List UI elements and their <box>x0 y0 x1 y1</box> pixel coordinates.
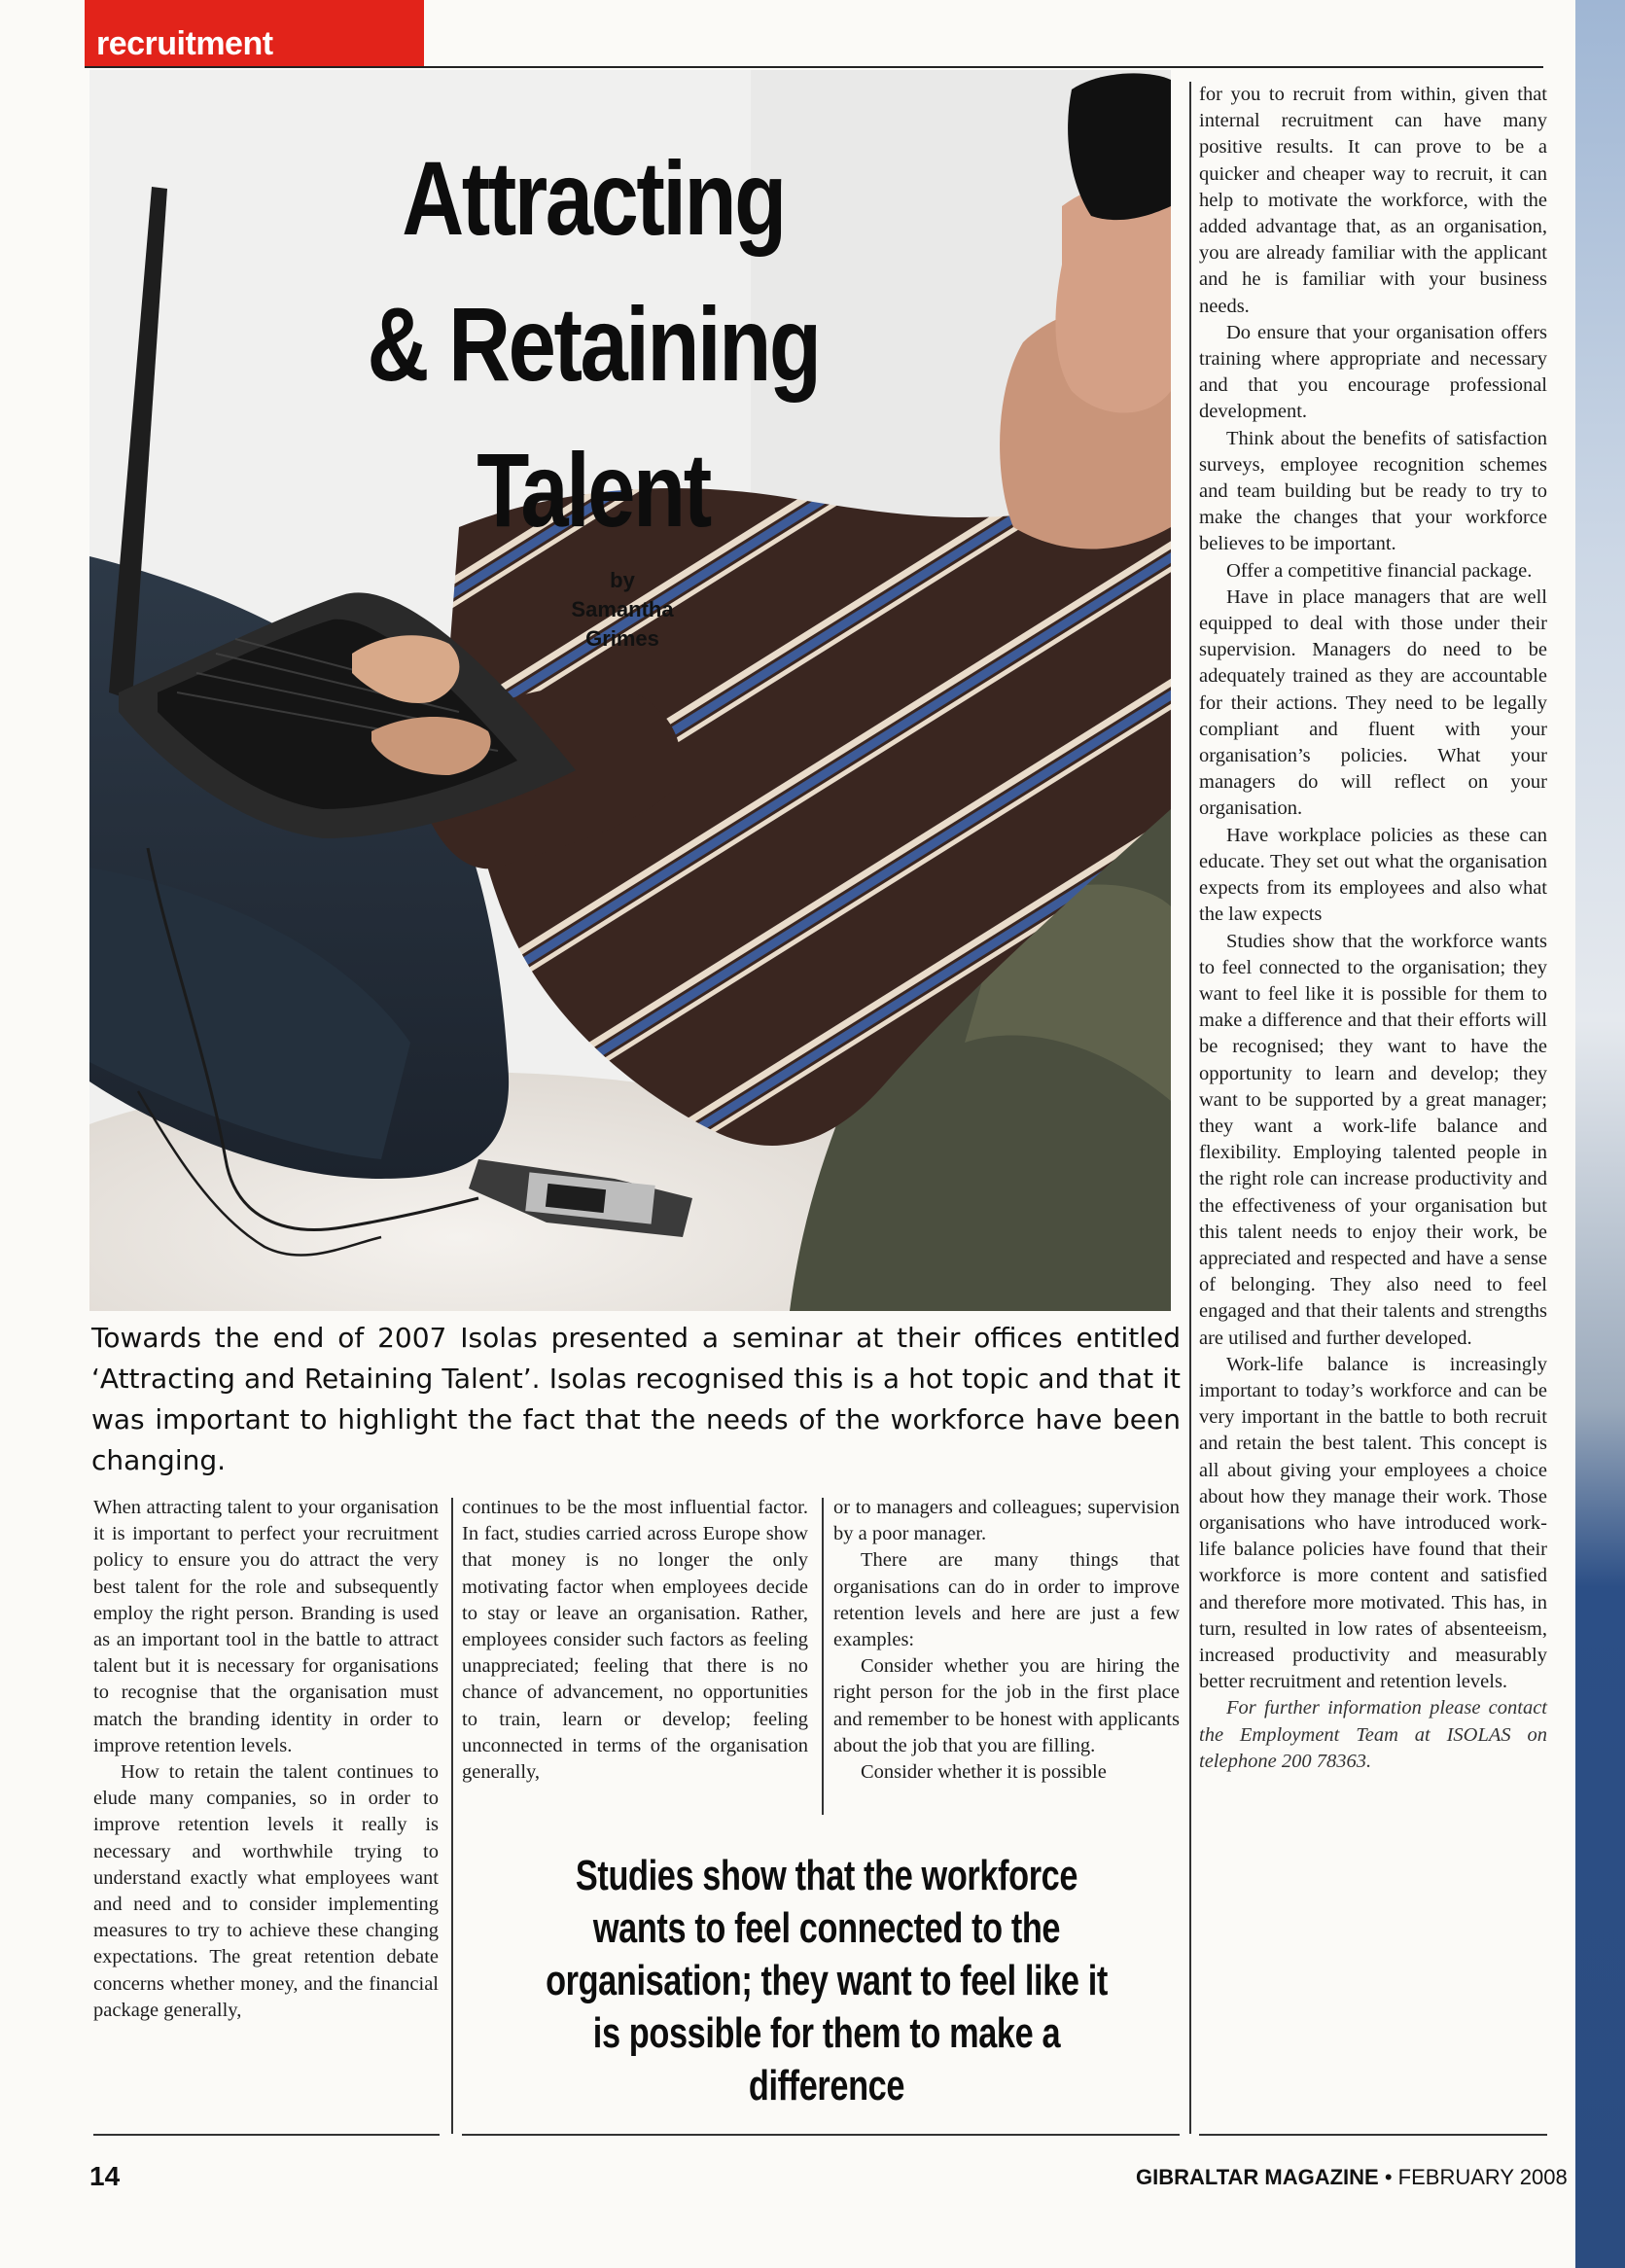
column-divider <box>451 1498 453 2134</box>
paragraph: Think about the benefits of satisfaction surveys, employee recognition schemes and team building but be ready to try to make the changes that your workforce believes to be important. <box>1199 427 1547 555</box>
column-3 <box>833 1495 1180 1786</box>
contact-credit: For further information please contact the Employment Team at ISOLAS on telephone 200 78363. <box>1199 1697 1547 1772</box>
footer-separator: • <box>1378 2165 1398 2189</box>
section-tab <box>85 0 424 66</box>
magazine-name: GIBRALTAR MAGAZINE <box>1136 2165 1379 2189</box>
paragraph: for you to recruit from within, given that internal recruitment can have many positive results. It can prove to be a quicker and cheaper way to recruit, it can help to motivate the workforce, with the added advantage that, as an organisation, you are already familiar with the applicant and he is familiar with your business needs. <box>1199 84 1547 317</box>
column-divider <box>822 1498 824 1815</box>
byline-first-name: Samantha <box>571 597 674 621</box>
byline-last-name: Grimes <box>585 626 659 651</box>
adjacent-page-edge <box>1575 0 1625 2268</box>
magazine-footer <box>1136 2165 1568 2190</box>
paragraph: Work-life balance is increasingly important to today’s workforce and can be very important in the battle to both recruit and retain the best talent. This concept is all about giving your employees a choice about how they manage their work. Those organisations who have introduced work-life balance policies have found that their workforce is more content and satisfied and therefore more motivated. This has, in turn, resulted in low rates of absenteeism, increased productivity and measurably better recruitment and retention levels. <box>1199 1353 1547 1693</box>
paragraph: Do ensure that your organisation offers training where appropriate and necessary and that you encourage professional development. <box>1199 321 1547 423</box>
column-divider <box>1189 82 1191 2134</box>
paragraph: How to retain the talent continues to elude many companies, so in order to improve retention levels it really is necessary and worthwhile trying to understand exactly what employees want and need and to consider implementing measures to try to achieve these changing expectations. The great retention debate concerns whether money, and the financial package generally, <box>93 1761 439 2021</box>
issue-date: FEBRUARY 2008 <box>1397 2165 1568 2189</box>
pull-quote: Studies show that the workforce wants to feel connected to the organisation; they want to feel like it is possible for them to make a difference <box>546 1852 1108 2109</box>
paragraph: or to managers and colleagues; supervision by a poor manager. <box>833 1497 1180 1545</box>
column-bottom-rule <box>1199 2134 1547 2136</box>
paragraph: When attracting talent to your organisation it is important to perfect your recruitment policy to ensure you do attract the very best talent for the role and subsequently employ the right person. Branding is used as an important tool in the battle to attract talent but it is necessary for organisations to recognise that the organisation must match the branding identity in order to improve retention levels. <box>93 1497 439 1756</box>
paragraph: There are many things that organisations can do in order to improve retention levels and here are just a few examples: <box>833 1549 1180 1651</box>
column-1 <box>93 1495 439 2024</box>
byline <box>545 566 700 654</box>
column-bottom-rule <box>462 2134 1180 2136</box>
article-title-line-3: Talent <box>477 431 710 549</box>
column-2 <box>462 1495 808 1786</box>
section-label: recruitment <box>96 25 273 62</box>
article-title-line-2: & Retaining <box>367 285 820 403</box>
column-bottom-rule <box>93 2134 440 2136</box>
byline-by: by <box>610 568 635 592</box>
paragraph: Consider whether it is possible <box>861 1761 1107 1784</box>
article-title-line-1: Attracting <box>402 139 785 257</box>
paragraph: Consider whether you are hiring the right person for the job in the first place and remember to be honest with applicants about the job that you are filling. <box>833 1655 1180 1756</box>
page-number: 14 <box>89 2161 121 2191</box>
header-rule <box>85 66 1543 68</box>
article-intro: Towards the end of 2007 Isolas presented a seminar at their offices entitled ‘Attracting and Retaining Talent’. Isolas recognised this is a hot topic and that it was important to highlight the fact that the needs of the workforce have been changing. <box>91 1322 1181 1476</box>
paragraph: Have in place managers that are well equipped to deal with those under their supervision. Managers do need to be adequately trained as they are accountable for their actions. They need to be legally compliant and fluent with your organisation’s policies. What your managers do will reflect on your organisation. <box>1199 585 1547 820</box>
paragraph: Offer a competitive financial package. <box>1226 559 1533 582</box>
column-4 <box>1199 82 1547 1775</box>
paragraph: continues to be the most influential factor. In fact, studies carried across Europe show that money is no longer the only motivating factor when employees decide to stay or leave an organisation. Rather, employees consider such factors as feeling unappreciated; feeling that there is no chance of advancement, no opportunities to train, learn or develop; feeling unconnected in terms of the organisation generally, <box>462 1497 808 1784</box>
paragraph: Have workplace policies as these can educate. They set out what the organisation expects from its employees and also what the law expects <box>1199 824 1547 926</box>
paragraph: Studies show that the workforce wants to feel connected to the organisation; they want to feel like it is possible for them to make a difference and that their efforts will be recognised; they want to have the opportunity to learn and develop; they want to be supported by a great manager; they want a work-life balance and flexibility. Employing talented people in the right role can increase productivity and the effectiveness of your organisation but this talent needs to enjoy their work, be appreciated and respected and have a sense of belonging. They also need to feel engaged and that their talents and strengths are utilised and further developed. <box>1199 930 1547 1349</box>
